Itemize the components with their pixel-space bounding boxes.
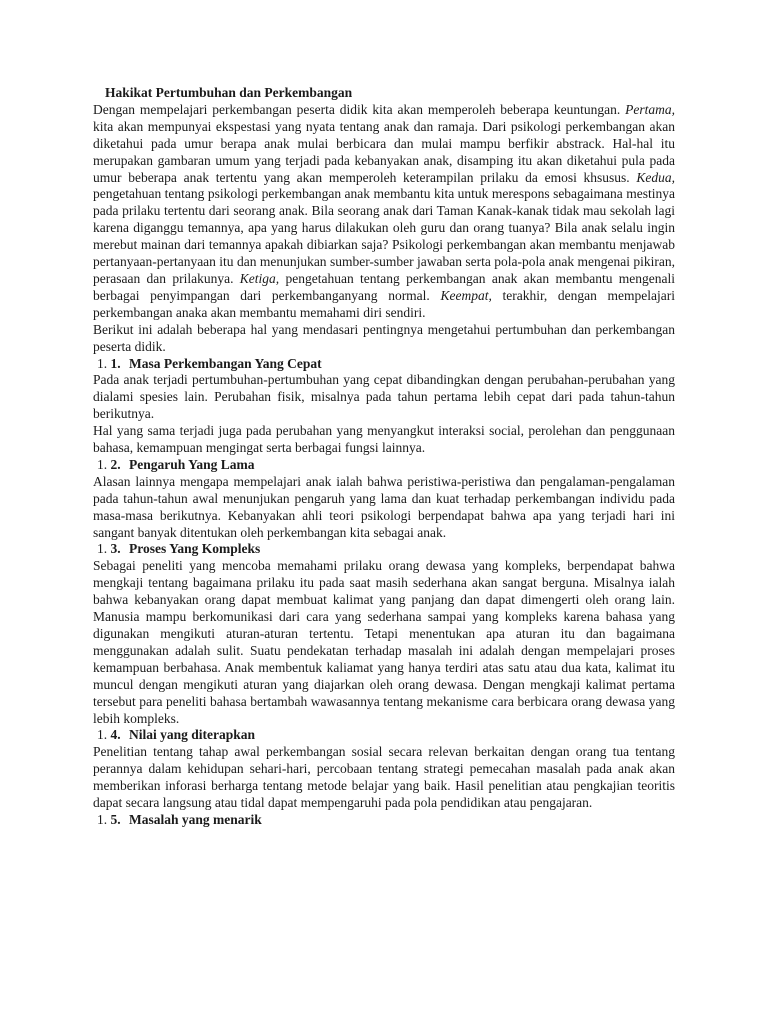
section-2-paragraph-1: Alasan lainnya mengapa mempelajari anak ialah bahwa peristiwa-peristiwa dan pengalaman-pengalaman pada tahun-tahun awal menunjukan pengaruh yang lama dan kuat terhadap perkembangan individu pada masa-masa berikutnya. Kebanyakan ahli teori psikologi berpendapat bahwa apa yang terjadi hari ini sangant banyak ditentukan oleh perkembangan kita sebagai anak. (93, 473, 675, 540)
section-title: Pengaruh Yang Lama (129, 456, 255, 472)
list-marker: 1. 1. (97, 355, 121, 371)
list-marker: 1. 4. (97, 727, 121, 743)
intro-paragraph-1 (93, 102, 675, 322)
intro-emphasis-ketiga: Ketiga, (239, 270, 280, 286)
section-1-paragraph-2: Hal yang sama terjadi juga pada perubahan yang menyangkut interaksi social, perolehan dan penggunaan bahasa, kemampuan mengingat serta berbagai fungsi lainnya. (93, 423, 675, 456)
document-page (93, 85, 675, 829)
intro-emphasis-pertama: Pertama, (625, 101, 675, 117)
section-title: Nilai yang diterapkan (129, 727, 256, 743)
intro-text-c: pengetahuan tentang psikologi perkembangan anak membantu kita untuk merespons sebagaimana mestinya pada prilaku tertentu dari seorang anak. Bila seorang anak dari Taman Kanak-kanak tidak mau sekolah lagi karena diganggu temannya, apa yang harus dilakukan oleh guru dan orang tuanya? Bila anak selalu ingin merebut mainan dari temannya apakah dibiarkan saja? Psikologi perkembangan akan membantu menjawab pertanyaan-pertanyaan itu dan menunjukan sumber-sumber jawaban serta pola-pola anak mengenai pikiran, perasaan dan prilakunya. (93, 186, 675, 286)
section-heading-4 (93, 727, 675, 744)
intro-emphasis-kedua: Kedua, (636, 169, 675, 185)
intro-text-a: Dengan mempelajari perkembangan peserta didik kita akan memperoleh beberapa keuntungan. (93, 101, 626, 117)
section-title: Masa Perkembangan Yang Cepat (129, 355, 322, 371)
intro-text-d: pengetahuan tentang perkembangan anak akan membantu mengenali berbagai penyimpangan dari perkembanganyang normal. (93, 270, 675, 303)
section-heading-5 (93, 812, 675, 829)
document-title: Hakikat Pertumbuhan dan Perkembangan (105, 85, 353, 100)
intro-text-b: kita akan mempunyai ekspestasi yang nyata tentang anak dan ramaja. Dari psikologi perkembangan akan diketahui pada umur berapa anak mulai berbicara dan mulai mampu berfikir abstrack. Hal-hal itu merupakan gambaran umum yang terjadi pada kebanyakan anak, disamping itu akan diketahui pula pada umur beberapa anak tertentu yang akan memperoleh keterampilan prilaku da emosi khsusus. (93, 118, 675, 185)
intro-paragraph-2: Berikut ini adalah beberapa hal yang mendasari pentingnya mengetahui pertumbuhan dan perkembangan peserta didik. (93, 321, 675, 354)
section-3-paragraph-1: Sebagai peneliti yang mencoba memahami prilaku orang dewasa yang kompleks, berpendapat bahwa mengkaji tentang bagaimana prilaku itu pada saat masih sederhana akan sangat berguna. Misalnya ialah bahwa kebanyakan orang dapat membuat kalimat yang panjang dan dapat dimengerti oleh orang lain. Manusia mampu berkomunikasi dari cara yang sederhana sampai yang kompleks karena bahasa yang digunakan mengikuti aturan-aturan tertentu. Tetapi menentukan apa aturan itu dan bagaimana menggunakan adalah sulit. Suatu pendekatan terhadap masalah ini adalah dengan mempelajari proses kemampuan berbahasa. Anak membentuk kaliamat yang hanya terdiri atas satu atau dua kata, kalimat itu muncul dengan mengikuti aturan yang diajarkan oleh orang dewasa. Dengan mengkaji kalimat pertama tersebut para peneliti bahasa bertambah wawasannya tentang mekanisme cara berbicara orang dewasa yang lebih kompleks. (93, 558, 675, 726)
list-marker: 1. 2. (97, 456, 121, 472)
list-marker: 1. 5. (97, 811, 121, 827)
section-heading-3 (93, 541, 675, 558)
section-1-paragraph-1: Pada anak terjadi pertumbuhan-pertumbuhan yang cepat dibandingkan dengan perubahan-perubahan yang dialami spesies lain. Perubahan fisik, misalnya pada tahun pertama lebih cepat dari pada tahun-tahun berikutnya. (93, 372, 675, 422)
section-heading-2 (93, 457, 675, 474)
section-title: Proses Yang Kompleks (129, 541, 261, 557)
section-4-paragraph-1: Penelitian tentang tahap awal perkembangan sosial secara relevan berkaitan dengan orang tua tentang perannya dalam kehidupan sehari-hari, percobaan tentang strategi pemecahan masalah pada anak akan memberikan inforasi berharga tentang metode belajar yang baik. Hasil penelitian atau pengkajian teoritis dapat secara langsung atau tidal dapat mempengaruhi pada pola pendidikan atau pengajaran. (93, 744, 675, 811)
list-marker: 1. 3. (97, 541, 121, 557)
section-heading-1 (93, 356, 675, 373)
intro-text-e: terakhir, dengan mempelajari perkembangan anaka akan membantu memahami diri sendiri. (93, 287, 676, 320)
section-title: Masalah yang menarik (129, 811, 262, 827)
intro-emphasis-keempat: Keempat, (440, 287, 492, 303)
